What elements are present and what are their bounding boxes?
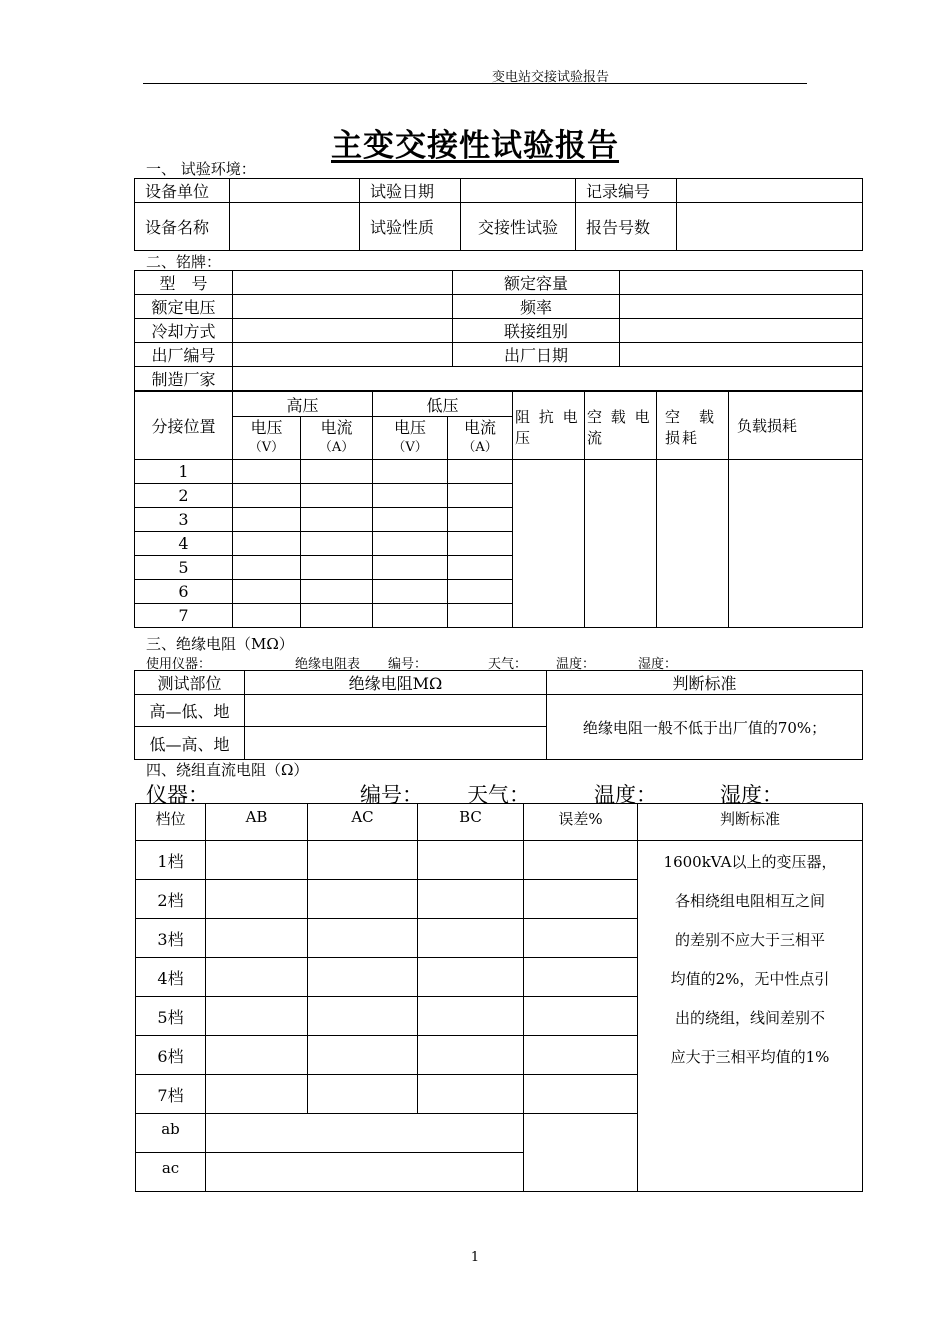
field-frequency[interactable] (620, 295, 863, 319)
dcr-ac-cell[interactable] (308, 1036, 418, 1075)
insulation-resistance-table (134, 670, 863, 760)
tap-row-label: 4 (135, 532, 233, 556)
label-insulation-resistance: 绝缘电阻MΩ (245, 671, 547, 695)
tap-hv-voltage-cell[interactable] (233, 532, 301, 556)
tap-lv-voltage-cell[interactable] (373, 604, 448, 628)
ir-instrument-label: 使用仪器： (146, 657, 212, 672)
section4-heading: 四、绕组直流电阻（Ω） (146, 761, 309, 779)
dc-resistance-table (135, 803, 863, 1192)
field-equipment-name[interactable] (230, 203, 360, 251)
dcr-ac-cell[interactable] (308, 997, 418, 1036)
label-hv-voltage: 电压 （V） (233, 417, 301, 460)
label-manufacturer: 制造厂家 (135, 367, 233, 391)
tap-lv-current-cell[interactable] (448, 604, 513, 628)
dcr-error-cell[interactable] (524, 1075, 638, 1114)
tap-hv-voltage-cell[interactable] (233, 580, 301, 604)
dcr-tap-label: 3档 (136, 919, 206, 958)
dcr-instrument-label: 仪器： (146, 783, 209, 807)
dcr-bc-cell[interactable] (418, 997, 524, 1036)
tap-hv-voltage-cell[interactable] (233, 556, 301, 580)
dcr-ab-cell[interactable] (206, 1075, 308, 1114)
dcr-tap-label: 6档 (136, 1036, 206, 1075)
field-rated-capacity[interactable] (620, 271, 863, 295)
nameplate-table (134, 270, 863, 391)
label-ac: AC (308, 804, 418, 841)
tap-lv-current-cell[interactable] (448, 460, 513, 484)
criterion-line: 各相绕组电阻相互之间 (674, 892, 825, 910)
dcr-ab-cell[interactable] (206, 841, 308, 880)
label-vector-group: 联接组别 (453, 319, 620, 343)
tap-hv-current-cell[interactable] (301, 532, 373, 556)
test-environment-table (134, 178, 863, 251)
header-rule (143, 83, 807, 84)
field-ir-lv[interactable] (245, 727, 547, 760)
label-equipment-unit: 设备单位 (135, 179, 230, 203)
criterion-line: 1600kVA以上的变压器， (663, 853, 837, 871)
criterion-line: 的差别不应大于三相平 (674, 931, 825, 949)
tap-lv-current-cell[interactable] (448, 556, 513, 580)
tap-row-label: 7 (135, 604, 233, 628)
ir-number-label: 编号： (388, 657, 428, 672)
field-report-count[interactable] (677, 203, 863, 251)
dcr-error-cell[interactable] (524, 958, 638, 997)
tap-hv-current-cell[interactable] (301, 604, 373, 628)
dcr-ac-cell[interactable] (308, 919, 418, 958)
label-cooling-method: 冷却方式 (135, 319, 233, 343)
field-rated-voltage[interactable] (233, 295, 453, 319)
label-no-load-current: 空 载 电流 (585, 392, 657, 460)
field-vector-group[interactable] (620, 319, 863, 343)
tap-lv-voltage-cell[interactable] (373, 532, 448, 556)
field-equipment-unit[interactable] (230, 179, 360, 203)
dcr-error-cell[interactable] (524, 1036, 638, 1075)
label-equipment-name: 设备名称 (135, 203, 230, 251)
label-model: 型 号 (135, 271, 233, 295)
running-header: 变电站交接试验报告 (492, 70, 610, 85)
dcr-temperature-label: 温度： (594, 783, 657, 807)
dcr-extra-ab-cell[interactable] (206, 1114, 524, 1153)
label-hv-to-lv-ground: 高—低、地 (135, 695, 245, 727)
load-loss-cell[interactable] (729, 460, 863, 628)
section2-heading: 二、铭牌： (146, 253, 222, 271)
field-model[interactable] (233, 271, 453, 295)
page-number: 1 (470, 1250, 480, 1265)
label-test-date: 试验日期 (360, 179, 461, 203)
section1-heading: 一、 试验环境： (146, 160, 256, 178)
page-title: 主变交接性试验报告 (331, 128, 619, 164)
label-high-voltage: 高压 (233, 392, 373, 417)
dcr-tap-label: 7档 (136, 1075, 206, 1114)
dcr-ac-cell[interactable] (308, 880, 418, 919)
dcr-error-cell[interactable] (524, 919, 638, 958)
label-lv-current: 电流 （A） (448, 417, 513, 460)
tap-row-label: 3 (135, 508, 233, 532)
dcr-extra-label-ac: ac (136, 1153, 206, 1192)
tap-hv-voltage-cell[interactable] (233, 508, 301, 532)
dcr-tap-label: 1档 (136, 841, 206, 880)
criterion-line: 出的绕组，线间差别不 (674, 1009, 825, 1027)
dcr-ab-cell[interactable] (206, 880, 308, 919)
tap-hv-voltage-cell[interactable] (233, 604, 301, 628)
tap-row-label: 5 (135, 556, 233, 580)
label-lv-voltage: 电压 （V） (373, 417, 448, 460)
tap-lv-voltage-cell[interactable] (373, 460, 448, 484)
field-record-number[interactable] (677, 179, 863, 203)
label-hv-current: 电流 （A） (301, 417, 373, 460)
dcr-ab-cell[interactable] (206, 919, 308, 958)
dcr-tap-label: 5档 (136, 997, 206, 1036)
dcr-criterion-text (638, 841, 863, 1192)
tap-lv-voltage-cell[interactable] (373, 508, 448, 532)
value-test-nature: 交接性试验 (461, 203, 576, 251)
no-load-current-cell[interactable] (585, 460, 657, 628)
label-manufacture-date: 出厂日期 (453, 343, 620, 367)
dcr-ab-cell[interactable] (206, 997, 308, 1036)
dcr-ab-cell[interactable] (206, 1036, 308, 1075)
section3-heading: 三、绝缘电阻（MΩ） (146, 635, 294, 653)
dcr-tap-label: 4档 (136, 958, 206, 997)
ir-temperature-label: 温度： (556, 657, 596, 672)
criterion-line: 应大于三相平均值的1% (670, 1048, 830, 1066)
label-low-voltage: 低压 (373, 392, 513, 417)
field-test-date[interactable] (461, 179, 576, 203)
label-rated-voltage: 额定电压 (135, 295, 233, 319)
tap-hv-current-cell[interactable] (301, 484, 373, 508)
dcr-extra-label-ab: ab (136, 1114, 206, 1153)
tap-hv-current-cell[interactable] (301, 580, 373, 604)
dcr-tap-label: 2档 (136, 880, 206, 919)
tap-hv-voltage-cell[interactable] (233, 460, 301, 484)
label-frequency: 频率 (453, 295, 620, 319)
tap-lv-voltage-cell[interactable] (373, 580, 448, 604)
dcr-error-cell[interactable] (524, 997, 638, 1036)
no-load-loss-cell[interactable] (657, 460, 729, 628)
tap-hv-current-cell[interactable] (301, 556, 373, 580)
dcr-bc-cell[interactable] (418, 919, 524, 958)
field-manufacturer[interactable] (233, 367, 863, 391)
tap-hv-current-cell[interactable] (301, 460, 373, 484)
label-load-loss: 负载损耗 (729, 392, 863, 460)
dcr-bc-cell[interactable] (418, 880, 524, 919)
dcr-ac-cell[interactable] (308, 958, 418, 997)
dcr-bc-cell[interactable] (418, 841, 524, 880)
dcr-error-cell[interactable] (524, 880, 638, 919)
tap-lv-current-cell[interactable] (448, 484, 513, 508)
impedance-voltage-cell[interactable] (513, 460, 585, 628)
tap-hv-current-cell[interactable] (301, 508, 373, 532)
label-tap: 档位 (136, 804, 206, 841)
dcr-extra-error-cell[interactable] (524, 1114, 638, 1192)
label-ab: AB (206, 804, 308, 841)
dcr-bc-cell[interactable] (418, 1075, 524, 1114)
tap-lv-current-cell[interactable] (448, 508, 513, 532)
tap-lv-voltage-cell[interactable] (373, 484, 448, 508)
field-serial-number[interactable] (233, 343, 453, 367)
label-serial-number: 出厂编号 (135, 343, 233, 367)
label-test-nature: 试验性质 (360, 203, 461, 251)
tap-lv-current-cell[interactable] (448, 580, 513, 604)
field-ir-hv[interactable] (245, 695, 547, 727)
tap-position-table (134, 391, 863, 628)
dcr-extra-ac-cell[interactable] (206, 1153, 524, 1192)
tap-hv-voltage-cell[interactable] (233, 484, 301, 508)
tap-lv-current-cell[interactable] (448, 532, 513, 556)
dcr-ac-cell[interactable] (308, 841, 418, 880)
tap-lv-voltage-cell[interactable] (373, 556, 448, 580)
dcr-bc-cell[interactable] (418, 958, 524, 997)
label-rated-capacity: 额定容量 (453, 271, 620, 295)
label-test-part: 测试部位 (135, 671, 245, 695)
dcr-number-label: 编号： (360, 783, 423, 807)
ir-humidity-label: 湿度： (638, 657, 678, 672)
ir-criterion-text: 绝缘电阻一般不低于出厂值的70%； (547, 695, 863, 760)
label-no-load-loss: 空 载损耗 (657, 392, 729, 460)
tap-row-label: 2 (135, 484, 233, 508)
dcr-bc-cell[interactable] (418, 1036, 524, 1075)
ir-meter-label: 绝缘电阻表 (295, 657, 361, 672)
dcr-ac-cell[interactable] (308, 1075, 418, 1114)
ir-weather-label: 天气： (488, 657, 528, 672)
label-impedance-voltage: 阻 抗 电压 (513, 392, 585, 460)
dcr-ab-cell[interactable] (206, 958, 308, 997)
field-manufacture-date[interactable] (620, 343, 863, 367)
dcr-error-cell[interactable] (524, 841, 638, 880)
tap-row-label: 1 (135, 460, 233, 484)
label-ir-criterion: 判断标准 (547, 671, 863, 695)
label-lv-to-hv-ground: 低—高、地 (135, 727, 245, 760)
field-cooling-method[interactable] (233, 319, 453, 343)
label-bc: BC (418, 804, 524, 841)
label-report-count: 报告号数 (576, 203, 677, 251)
label-record-number: 记录编号 (576, 179, 677, 203)
tap-row-label: 6 (135, 580, 233, 604)
criterion-line: 均值的2%，无中性点引 (670, 970, 830, 988)
dcr-humidity-label: 湿度： (720, 783, 783, 807)
label-tap-position: 分接位置 (135, 392, 233, 460)
label-error-percent: 误差% (524, 804, 638, 841)
dcr-weather-label: 天气： (467, 783, 530, 807)
label-dcr-criterion: 判断标准 (638, 804, 863, 841)
